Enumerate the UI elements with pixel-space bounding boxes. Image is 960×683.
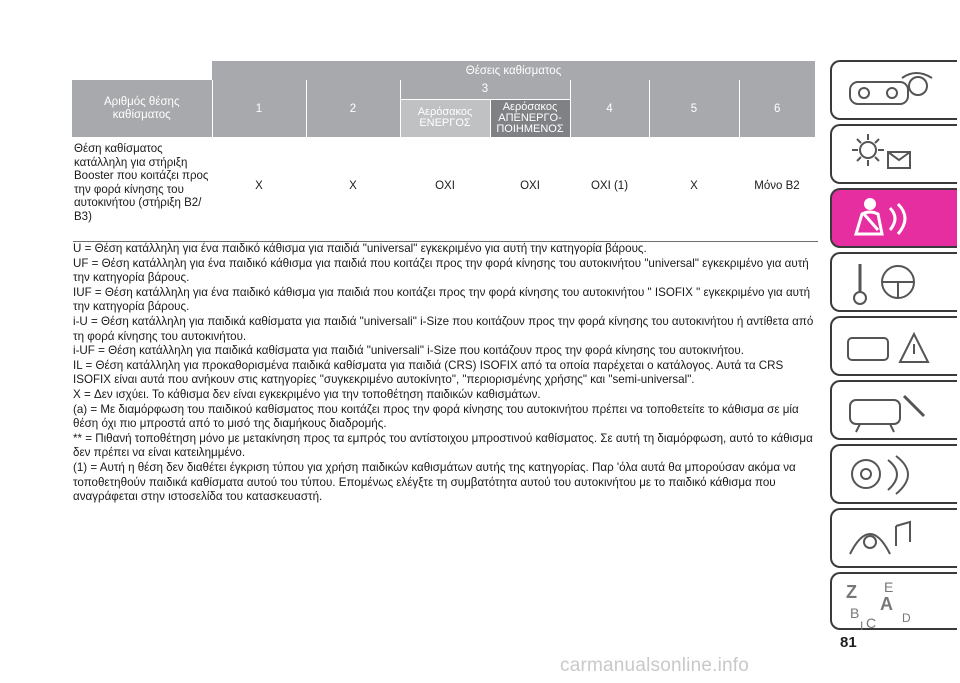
index-letter-e: E	[884, 579, 894, 595]
watermark: carmanualsonline.info	[560, 655, 750, 676]
tab-multimedia[interactable]	[830, 508, 957, 568]
index-letter-c: C	[866, 615, 877, 630]
note-1: (1) = Αυτή η θέση δεν διαθέτει έγκριση τύπου για χρήση παιδικών καθισμάτων αυτής της κατηγορίας. Παρ 'όλα αυτά θα μπορούσαν ακόμα να τοποθετηθούν παιδικά καθίσματα αυτού του τύπου. Επομένως ελέγξτε τη συμβατότητα αυτού του αυτοκινήτου με το παιδικό κάθισμα που αναγράφεται στην ιστοσελίδα του κατασκευαστή.	[73, 460, 796, 504]
note-il: IL = Θέση κατάλληλη για προκαθορισμένα παιδικά καθίσματα για παιδιά (CRS) ISOFIX από τα οποία παρέχεται ο κατάλογος. Αυτά τα CRS ISOFIX είναι αυτά που ανήκουν στις κατηγορίες "συγκεκριμένο αυτοκίνητο", "περιορισμένης χρήσης" και "semi-universal".	[73, 358, 784, 387]
note-i-u: i-U = Θέση κατάλληλη για παιδικά καθίσματα για παιδιά "universali" i-Size που κοιτάζουν προς την φορά κίνησης του αυτοκινήτου ή αντίθετα από τη φορά κίνησης του αυτοκινήτου.	[73, 314, 814, 343]
cell-col-1: X	[255, 180, 263, 192]
tab-starting-driving[interactable]	[830, 252, 957, 312]
cell-col-4: OXI (1)	[590, 180, 629, 192]
index-letters-icon	[840, 578, 950, 630]
seating-positions-table	[72, 61, 815, 235]
note-double-star: ** = Πιθανή τοποθέτηση μόνο με μετακίνηση προς τα εμπρός του αντίστοιχου μπροστινού καθίσματος. Σε αυτή τη διαμόρφωση, αυτό το κάθισμα δεν πρέπει να είναι κατειλημμένο.	[73, 431, 813, 460]
cell-col-3b: OXI	[520, 180, 540, 192]
note-iuf: IUF = Θέση κατάλληλη για ένα παιδικό κάθισμα για παιδιά που κοιτάζει προς την φορά κίνησης του αυτοκινήτου " ISOFIX " εγκεκριμένο για αυτή την κατηγορία βάρους.	[73, 285, 811, 314]
row-description: Θέση καθίσματος κατάλληλη για στήριξη Booster που κοιτάζει προς την φορά κίνησης του αυτοκινήτου (στήριξη Β2/Β3)	[74, 143, 209, 223]
note-i-uf: i-UF = Θέση κατάλληλη για παιδικά καθίσματα για παιδιά "universali" i-Size που κοιτάζουν προς την φορά κίνησης του αυτοκινήτου.	[73, 344, 744, 358]
note-u: U = Θέση κατάλληλη για ένα παιδικό κάθισμα για παιδιά "universal" εγκεκριμένο για αυτή την κατηγορία βάρους.	[73, 242, 647, 255]
car-dashboard-icon	[840, 66, 950, 118]
tab-index[interactable]	[830, 572, 957, 630]
tab-maintenance[interactable]	[830, 380, 957, 440]
multimedia-icon	[840, 514, 950, 566]
tab-safety[interactable]	[830, 188, 957, 248]
service-wrench-icon	[840, 386, 950, 438]
wheel-tyre-icon	[840, 450, 950, 502]
cell-col-2: X	[349, 180, 357, 192]
note-x: X = Δεν ισχύει. Το κάθισμα δεν είναι εγκεκριμένο για την τοποθέτηση παιδικών καθισμάτων.	[73, 387, 541, 401]
cell-col-5: X	[690, 180, 698, 192]
header-col-1: 1	[212, 80, 306, 137]
page-number: 81	[840, 634, 857, 651]
index-letter-b: B	[850, 605, 860, 621]
header-airbag-deactivated: Αερόσακος ΑΠΕΝΕΡΓΟ-ΠΟΙΗΜΕΝΟΣ	[490, 99, 570, 137]
cell-col-6: Μόνο Β2	[754, 180, 800, 192]
header-col-6: 6	[739, 80, 815, 137]
legend-notes	[73, 241, 818, 505]
header-col-3: 3	[400, 80, 570, 99]
index-letter-i: I	[860, 619, 864, 630]
tab-dashboard[interactable]	[830, 60, 957, 120]
tab-emergency[interactable]	[830, 316, 957, 376]
index-letter-a: A	[880, 594, 893, 614]
header-col-5: 5	[649, 80, 739, 137]
header-col-2: 2	[306, 80, 400, 137]
header-airbag-active: Αερόσακος ΕΝΕΡΓΟΣ	[400, 99, 490, 137]
note-a: (a) = Με διαμόρφωση του παιδικού καθίσματος που κοιτάζει προς την φορά κίνησης του αυτοκινήτου πρέπει να τοποθετείτε το κάθισμα σε μία θέση όχι πιο μπροστά από το μισό της διαμήκους διαδρομής.	[73, 402, 799, 431]
tab-technical-data[interactable]	[830, 444, 957, 504]
note-uf: UF = Θέση κατάλληλη για ένα παιδικό κάθισμα για παιδιά που κοιτάζει προς την φορά κίνησης του αυτοκινήτου "universal" εγκεκριμένο για αυτή την κατηγορία βάρους.	[73, 256, 809, 285]
emergency-triangle-icon	[840, 322, 950, 374]
warning-lights-icon	[840, 130, 950, 182]
cell-col-3a: OXI	[435, 180, 455, 192]
header-col-4: 4	[570, 80, 649, 137]
table-title: Θέσεις καθίσματος	[212, 61, 815, 80]
tab-warning-lights[interactable]	[830, 124, 957, 184]
index-letter-d: D	[902, 611, 911, 625]
header-seat-number: Αριθμός θέσης καθίσματος	[72, 80, 212, 137]
key-steering-icon	[840, 258, 950, 310]
index-letter-z: Z	[846, 582, 857, 602]
seatbelt-safety-icon	[840, 194, 950, 246]
